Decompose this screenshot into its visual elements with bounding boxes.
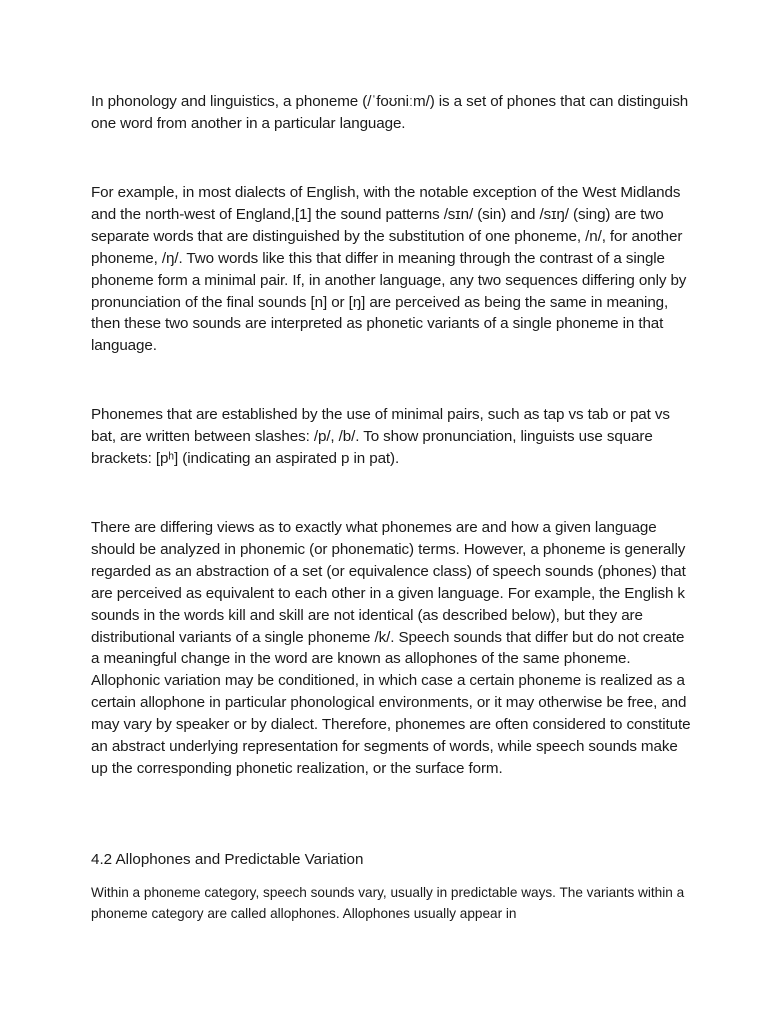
paragraph-phoneme-definition: In phonology and linguistics, a phoneme (/ˈfoʊniːm/) is a set of phones that can distinguish one word from another in a particular language.	[91, 93, 689, 132]
section-intro-text: Within a phoneme category, speech sounds vary, usually in predictable ways. The variants within a phoneme category are called allophones. Allophones usually appear in	[91, 885, 685, 921]
paragraph-differing-views: There are differing views as to exactly what phonemes are and how a given language should be analyzed in phonemic (or phonematic) terms. However, a phoneme is generally regarded as an abstraction of a set (or equivalence class) of speech sounds (phones) that are perceived as equivalent to each other in a given language. For example, the English k sounds in the words kill and skill are not identical (as described below), but they are distributional variants of a single phoneme /k/. Speech sounds that differ but do not create a meaningful change in the word are known as allophones of the same phoneme. Allophonic variation may be conditioned, in which case a certain phoneme is realized as a certain allophone in particular phonological environments, or it may otherwise be free, and may vary by speaker or by dialect. Therefore, phonemes are often considered to constitute an abstract underlying representation for segments of words, while speech sounds make up the corresponding phonetic realization, or the surface form.	[91, 519, 691, 777]
section-heading: 4.2 Allophones and Predictable Variation	[91, 851, 364, 868]
paragraph-notation: Phonemes that are established by the use of minimal pairs, such as tap vs tab or pat vs bat, are written between slashes: /p/, /b/. To show pronunciation, linguists use square brackets: [pʰ] (indicating an aspirated p in pat).	[91, 406, 670, 467]
paragraph-minimal-pair-example: For example, in most dialects of English, with the notable exception of the West Midlands and the north-west of England,[1] the sound patterns /sɪn/ (sin) and /sɪŋ/ (sing) are two separate words that are distinguished by the substitution of one phoneme, /n/, for another phoneme, /ŋ/. Two words like this that differ in meaning through the contrast of a single phoneme form a minimal pair. If, in another language, any two sequences differing only by pronunciation of the final sounds [n] or [ŋ] are perceived as being the same in meaning, then these two sounds are interpreted as phonetic variants of a single phoneme in that language.	[91, 184, 687, 355]
